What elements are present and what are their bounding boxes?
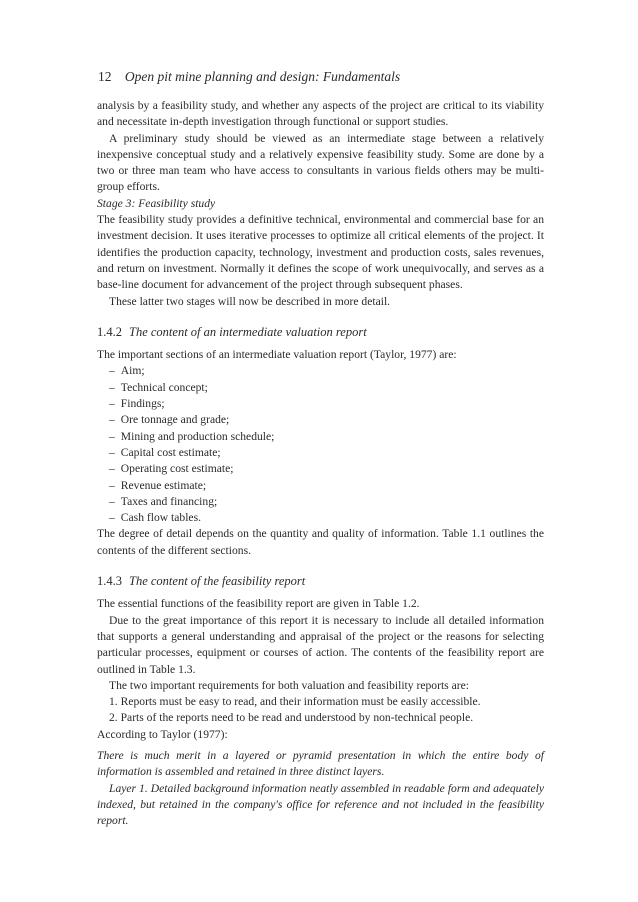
block-quote: [97, 748, 544, 829]
page-number: 12: [98, 69, 112, 84]
running-title: Open pit mine planning and design: Fundamentals: [124, 69, 401, 84]
paragraph: According to Taylor (1977):: [97, 727, 228, 741]
paragraph: The feasibility study provides a definitive technical, environmental and commercial base for an investment decision. It uses iterative processes to optimize all critical elements of the project. It identifies the production capacity, technology, investment and production costs, sales revenues, and return on investment. Normally it defines the scope of work unequivocally, and serves as a base-line document for advancement of the project through subsequent phases.: [97, 213, 544, 292]
paragraph: The important sections of an intermediate valuation report (Taylor, 1977) are:: [97, 348, 457, 362]
section-number: 1.4.2: [97, 324, 122, 339]
list-item: – Findings;: [109, 396, 544, 412]
paragraph: The essential functions of the feasibility report are given in Table 1.2.: [97, 597, 420, 611]
paragraph: The degree of detail depends on the quantity and quality of information. Table 1.1 outlines the contents of the different sections.: [97, 527, 544, 557]
section-heading: [97, 324, 544, 340]
list-item: 1. Reports must be easy to read, and their information must be easily accessible.: [109, 695, 481, 709]
section-title: The content of the feasibility report: [129, 574, 306, 589]
list-item: 2. Parts of the reports need to be read and understood by non-technical people.: [109, 711, 474, 725]
paragraph: Due to the great importance of this report it is necessary to include all detailed information that supports a general understanding and appraisal of the project or the reasons for selecting particular processes, equipment or courses of action. The contents of the feasibility report are outlined in Table 1.3.: [97, 613, 544, 676]
stage-heading: Stage 3: Feasibility study: [97, 196, 216, 210]
paragraph: The two important requirements for both valuation and feasibility reports are:: [109, 678, 469, 692]
list-item: – Aim;: [109, 363, 544, 379]
section-number: 1.4.3: [97, 574, 122, 589]
requirements-list: [97, 694, 544, 727]
quote-paragraph: There is much merit in a layered or pyramid presentation in which the entire body of information is assembled and retained in three distinct layers.: [97, 748, 544, 779]
section-title: The content of an intermediate valuation report: [129, 324, 367, 339]
paragraph: analysis by a feasibility study, and whether any aspects of the project are critical to its viability and necessitate in-depth investigation through functional or support studies.: [97, 99, 544, 129]
list-item: – Taxes and financing;: [109, 494, 544, 510]
list-item: – Revenue estimate;: [109, 478, 544, 494]
paragraph: A preliminary study should be viewed as an intermediate stage between a relatively inexpensive conceptual study and a relatively expensive feasibility study. Some are done by a two or three man team who have access to consultants in various fields others may be multi-group efforts.: [97, 131, 544, 194]
page-body: [97, 98, 544, 829]
list-item: – Ore tonnage and grade;: [109, 412, 544, 428]
list-item: – Cash flow tables.: [109, 510, 544, 526]
quote-paragraph: Layer 1. Detailed background information neatly assembled in readable form and adequately indexed, but retained in the company's office for reference and not included in the feasibility report.: [97, 781, 544, 828]
list-item: – Capital cost estimate;: [109, 445, 544, 461]
running-header: [98, 69, 400, 85]
list-item: – Mining and production schedule;: [109, 429, 544, 445]
section-list: [97, 363, 544, 526]
section-heading: [97, 573, 544, 589]
list-item: – Technical concept;: [109, 380, 544, 396]
list-item: – Operating cost estimate;: [109, 461, 544, 477]
paragraph: These latter two stages will now be described in more detail.: [109, 294, 391, 308]
